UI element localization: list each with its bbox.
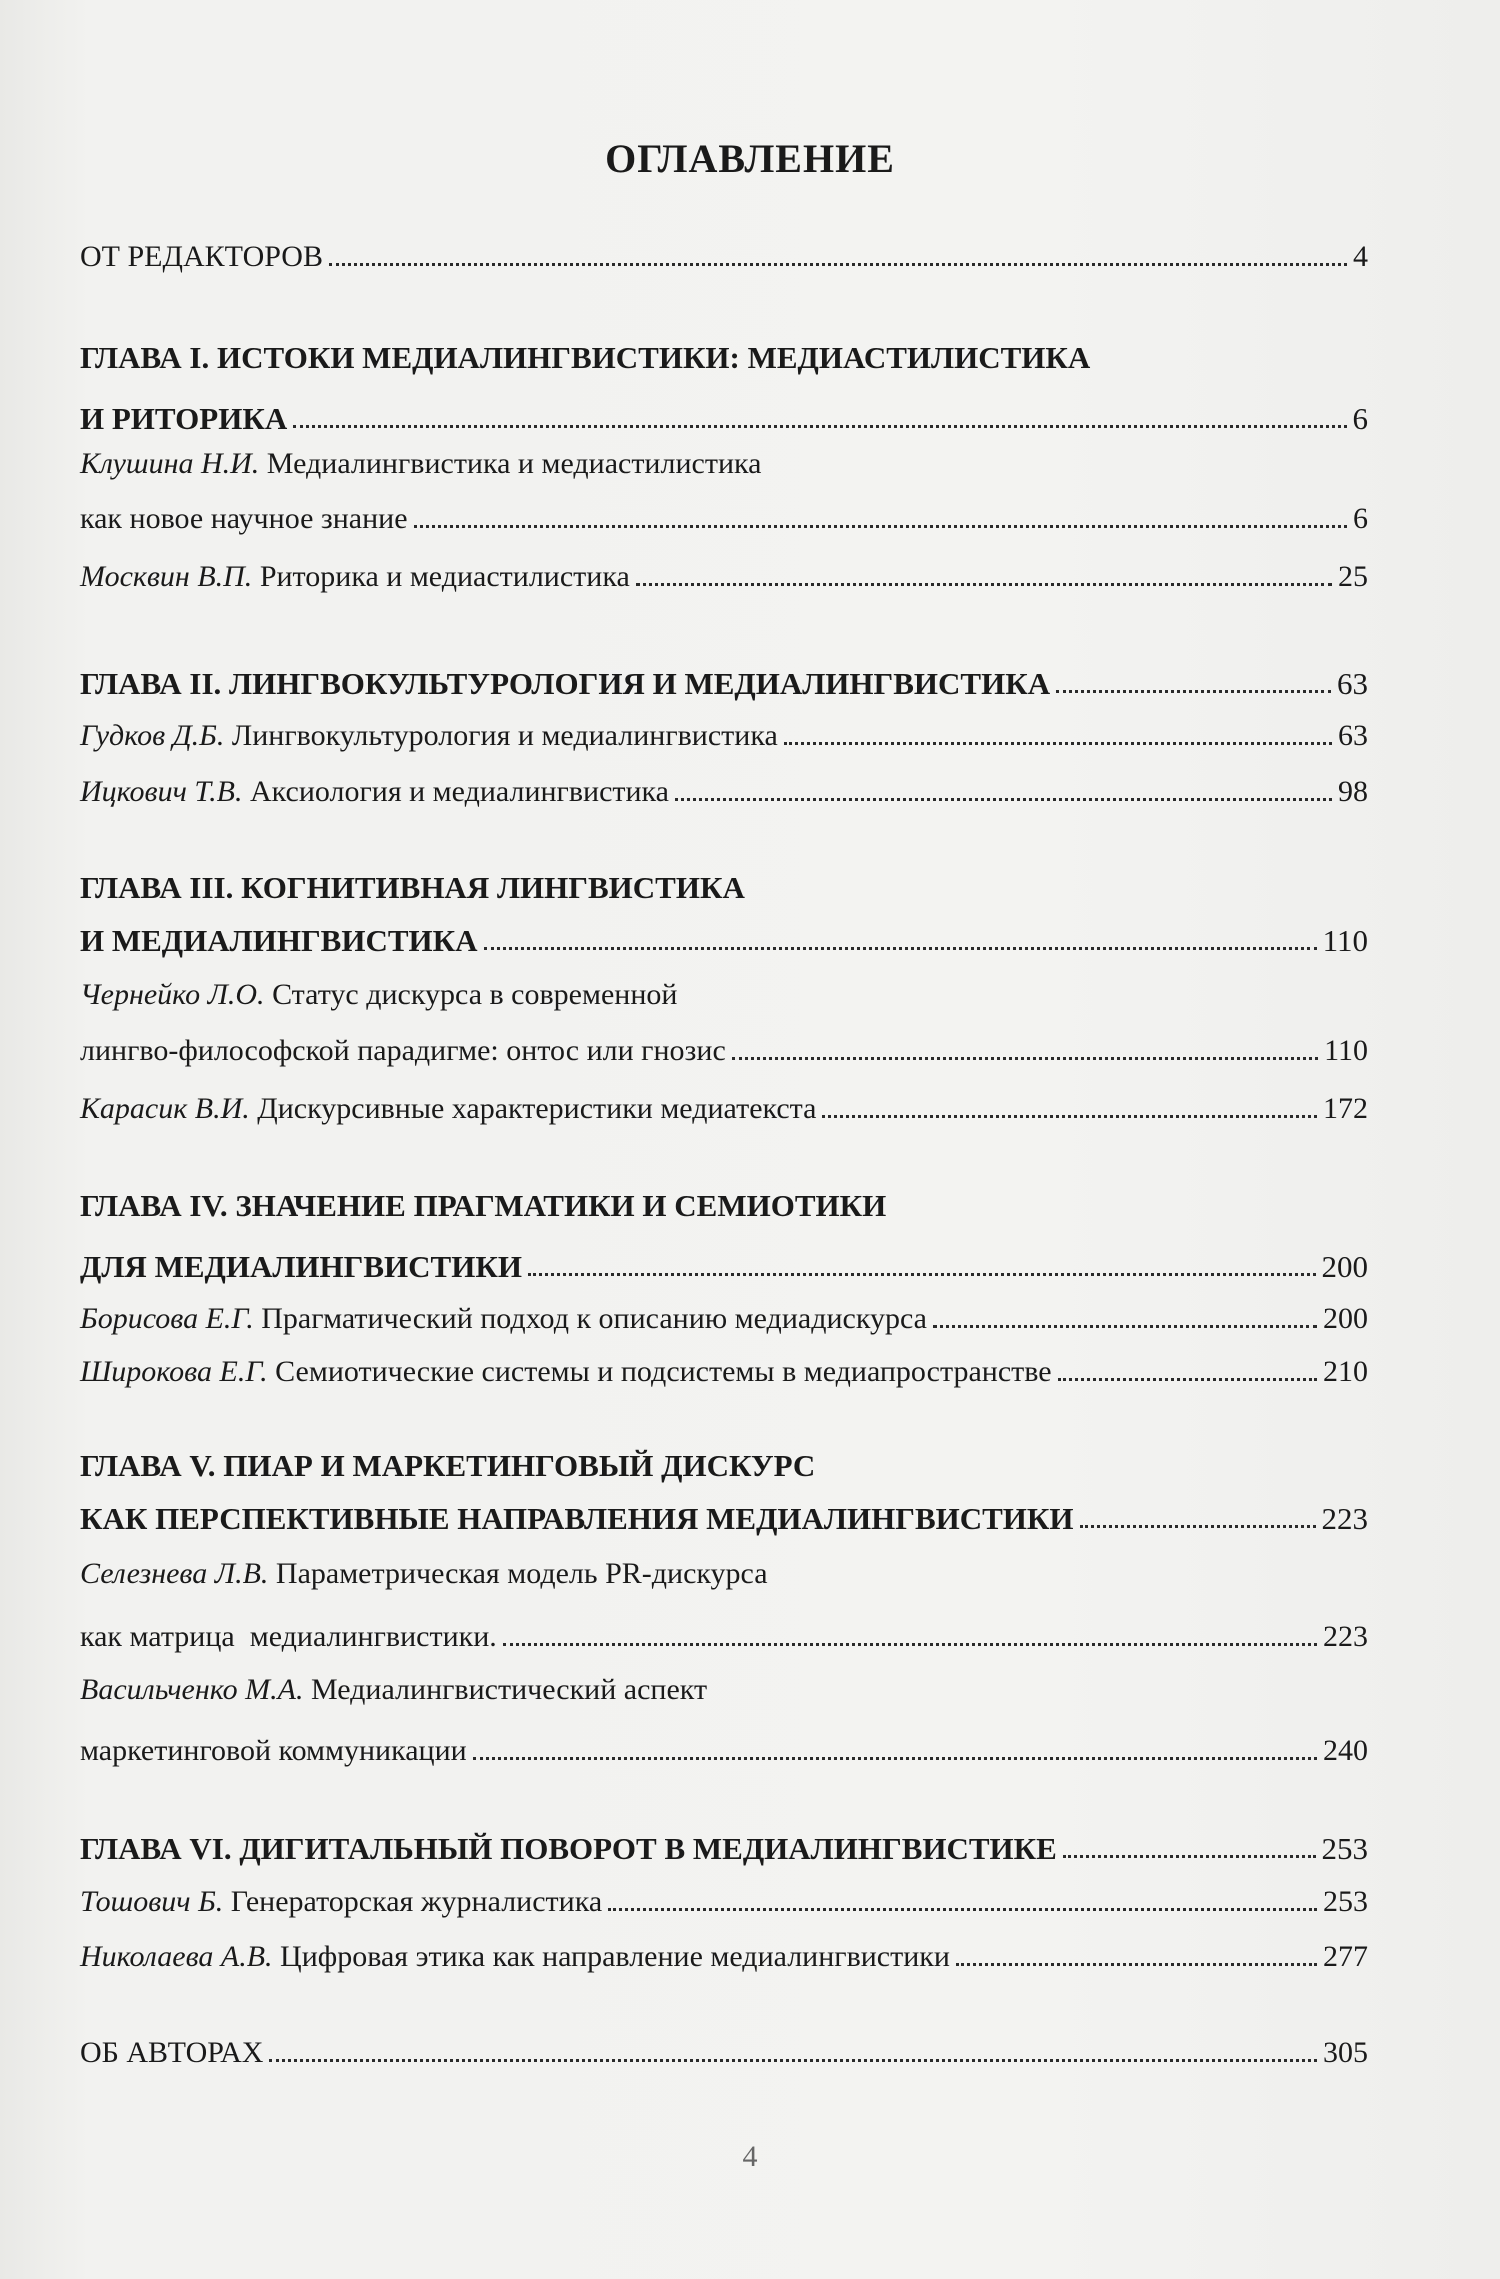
chapter-4-title-line1: ГЛАВА IV. ЗНАЧЕНИЕ ПРАГМАТИКИ И СЕМИОТИКИ: [80, 1188, 887, 1223]
page-ref: 63: [1338, 719, 1368, 752]
page-ref: 253: [1323, 1885, 1368, 1918]
leader-dots: [675, 798, 1332, 801]
article-title: Лингвокультурология и медиалингвистика: [231, 719, 778, 752]
article-title: Генераторская журналистика: [230, 1885, 603, 1918]
article-title: Медиалингвистический аспект: [310, 1673, 708, 1706]
page-ref: 200: [1323, 1302, 1368, 1335]
article-title: Риторика и медиастилистика: [259, 560, 630, 593]
toc-entry-ch6-a1[interactable]: [80, 1873, 1368, 1917]
chapter-4-title-line2: ДЛЯ МЕДИАЛИНГВИСТИКИ: [80, 1249, 522, 1284]
page-ref: 63: [1337, 666, 1368, 701]
page-ref: 305: [1323, 2036, 1368, 2069]
leader-dots: [269, 2059, 1317, 2062]
toc-entry-ch1-a1-line1: [80, 447, 761, 481]
author-name: Гудков Д.Б.: [80, 719, 225, 752]
page-ref: 110: [1324, 1034, 1368, 1067]
leader-dots: [956, 1963, 1317, 1966]
toc-entry-ch5-a2[interactable]: [80, 1722, 1368, 1766]
leader-dots: [503, 1643, 1317, 1646]
page-ref: 6: [1352, 401, 1368, 436]
leader-dots: [933, 1325, 1317, 1328]
toc-entry-chapter-4[interactable]: [80, 1238, 1368, 1282]
page-ref: 240: [1323, 1734, 1368, 1767]
leader-dots: [822, 1115, 1317, 1118]
chapter-6-title: ГЛАВА VI. ДИГИТАЛЬНЫЙ ПОВОРОТ В МЕДИАЛИНГВИСТИКЕ: [80, 1831, 1057, 1866]
toc-entry-ch4-a1[interactable]: [80, 1290, 1368, 1334]
article-title: Цифровая этика как направление медиалингвистики: [280, 1940, 950, 1973]
toc-entry-chapter-2[interactable]: [80, 655, 1368, 699]
entry-text: ОБ АВТОРАХ: [80, 2036, 264, 2069]
article-title-line2: лингво-философской парадигме: онтос или гнозис: [80, 1034, 726, 1067]
article-title: Дискурсивные характеристики медиатекста: [257, 1092, 817, 1125]
page-ref: 210: [1323, 1355, 1368, 1388]
toc-entry-ch3-a1-line1: [80, 978, 677, 1012]
leader-dots: [784, 742, 1332, 745]
article-title: Медиалингвистика и медиастилистика: [266, 447, 762, 480]
toc-entry-ch1-a2[interactable]: [80, 548, 1368, 592]
page-ref: 253: [1321, 1831, 1368, 1866]
leader-dots: [484, 947, 1317, 950]
author-name: Николаева А.В.: [80, 1940, 273, 1973]
toc-entry-ch5-a1-line1: [80, 1557, 768, 1591]
page-ref: 6: [1353, 502, 1368, 535]
author-name: Васильченко М.А.: [80, 1673, 304, 1706]
page-number: 4: [742, 2140, 758, 2173]
toc-entry-ch6-a2[interactable]: [80, 1928, 1368, 1972]
chapter-5-title-line1: ГЛАВА V. ПИАР И МАРКЕТИНГОВЫЙ ДИСКУРС: [80, 1448, 816, 1483]
article-title: Семиотические системы и подсистемы в медиапространстве: [275, 1355, 1052, 1388]
chapter-5-title-line2: КАК ПЕРСПЕКТИВНЫЕ НАПРАВЛЕНИЯ МЕДИАЛИНГВИСТИКИ: [80, 1501, 1074, 1536]
leader-dots: [293, 425, 1346, 428]
toc-entry-foreword[interactable]: [80, 228, 1368, 272]
leader-dots: [473, 1757, 1317, 1760]
chapter-3-title-line2: И МЕДИАЛИНГВИСТИКА: [80, 923, 478, 958]
page-ref: 223: [1323, 1620, 1368, 1653]
page-ref: 4: [1353, 240, 1368, 273]
toc-entry-chapter-6[interactable]: [80, 1820, 1368, 1864]
toc-entry-about-authors[interactable]: [80, 2024, 1368, 2068]
chapter-3-title-line1: ГЛАВА III. КОГНИТИВНАЯ ЛИНГВИСТИКА: [80, 870, 745, 905]
leader-dots: [414, 525, 1347, 528]
article-title: Аксиология и медиалингвистика: [250, 775, 669, 808]
toc-entry-ch5-a2-line1: [80, 1673, 707, 1707]
leader-dots: [1080, 1525, 1316, 1528]
page-title: ОГЛАВЛЕНИЕ: [605, 136, 895, 181]
leader-dots: [636, 583, 1332, 586]
toc-entry-chapter-5[interactable]: [80, 1490, 1368, 1534]
leader-dots: [608, 1908, 1317, 1911]
article-title: Параметрическая модель PR-дискурса: [275, 1557, 768, 1590]
chapter-2-title: ГЛАВА II. ЛИНГВОКУЛЬТУРОЛОГИЯ И МЕДИАЛИНГВИСТИКА: [80, 666, 1051, 701]
toc-entry-chapter-1[interactable]: [80, 390, 1368, 434]
article-title-line2: маркетинговой коммуникации: [80, 1734, 467, 1767]
toc-entry-ch2-a1[interactable]: [80, 707, 1368, 751]
chapter-1-title-line1: ГЛАВА I. ИСТОКИ МЕДИАЛИНГВИСТИКИ: МЕДИАСТИЛИСТИКА: [80, 340, 1091, 375]
author-name: Ицкович Т.В.: [80, 775, 243, 808]
page-ref: 277: [1323, 1940, 1368, 1973]
article-title: Прагматический подход к описанию медиадискурса: [261, 1302, 927, 1335]
toc-entry-chapter-3[interactable]: [80, 912, 1368, 956]
article-title-line2: как новое научное знание: [80, 502, 408, 535]
page-ref: 25: [1338, 560, 1368, 593]
author-name: Широкова Е.Г.: [80, 1355, 268, 1388]
author-name: Селезнева Л.В.: [80, 1557, 269, 1590]
leader-dots: [732, 1057, 1318, 1060]
leader-dots: [329, 263, 1347, 266]
author-name: Карасик В.И.: [80, 1092, 250, 1125]
toc-entry-ch3-a2[interactable]: [80, 1080, 1368, 1124]
page-ref: 200: [1321, 1249, 1368, 1284]
page-ref: 223: [1321, 1501, 1368, 1536]
author-name: Москвин В.П.: [80, 560, 253, 593]
article-title: Статус дискурса в современной: [272, 978, 678, 1011]
author-name: Клушина Н.И.: [80, 447, 260, 480]
leader-dots: [1063, 1855, 1316, 1858]
toc-entry-ch4-a2[interactable]: [80, 1343, 1368, 1387]
leader-dots: [1056, 690, 1331, 693]
page-ref: 110: [1322, 923, 1368, 958]
toc-entry-ch3-a1[interactable]: [80, 1022, 1368, 1066]
author-name: Тошович Б.: [80, 1885, 224, 1918]
chapter-1-title-line2: И РИТОРИКА: [80, 401, 288, 436]
leader-dots: [528, 1273, 1316, 1276]
leader-dots: [1058, 1378, 1317, 1381]
page-ref: 172: [1323, 1092, 1368, 1125]
page-ref: 98: [1338, 775, 1368, 808]
toc-entry-ch5-a1[interactable]: [80, 1608, 1368, 1652]
toc-entry-ch1-a1[interactable]: [80, 490, 1368, 534]
author-name: Борисова Е.Г.: [80, 1302, 254, 1335]
toc-entry-ch2-a2[interactable]: [80, 763, 1368, 807]
article-title-line2: как матрица медиалингвистики.: [80, 1620, 497, 1653]
entry-text: ОТ РЕДАКТОРОВ: [80, 240, 323, 273]
author-name: Чернейко Л.О.: [80, 978, 265, 1011]
